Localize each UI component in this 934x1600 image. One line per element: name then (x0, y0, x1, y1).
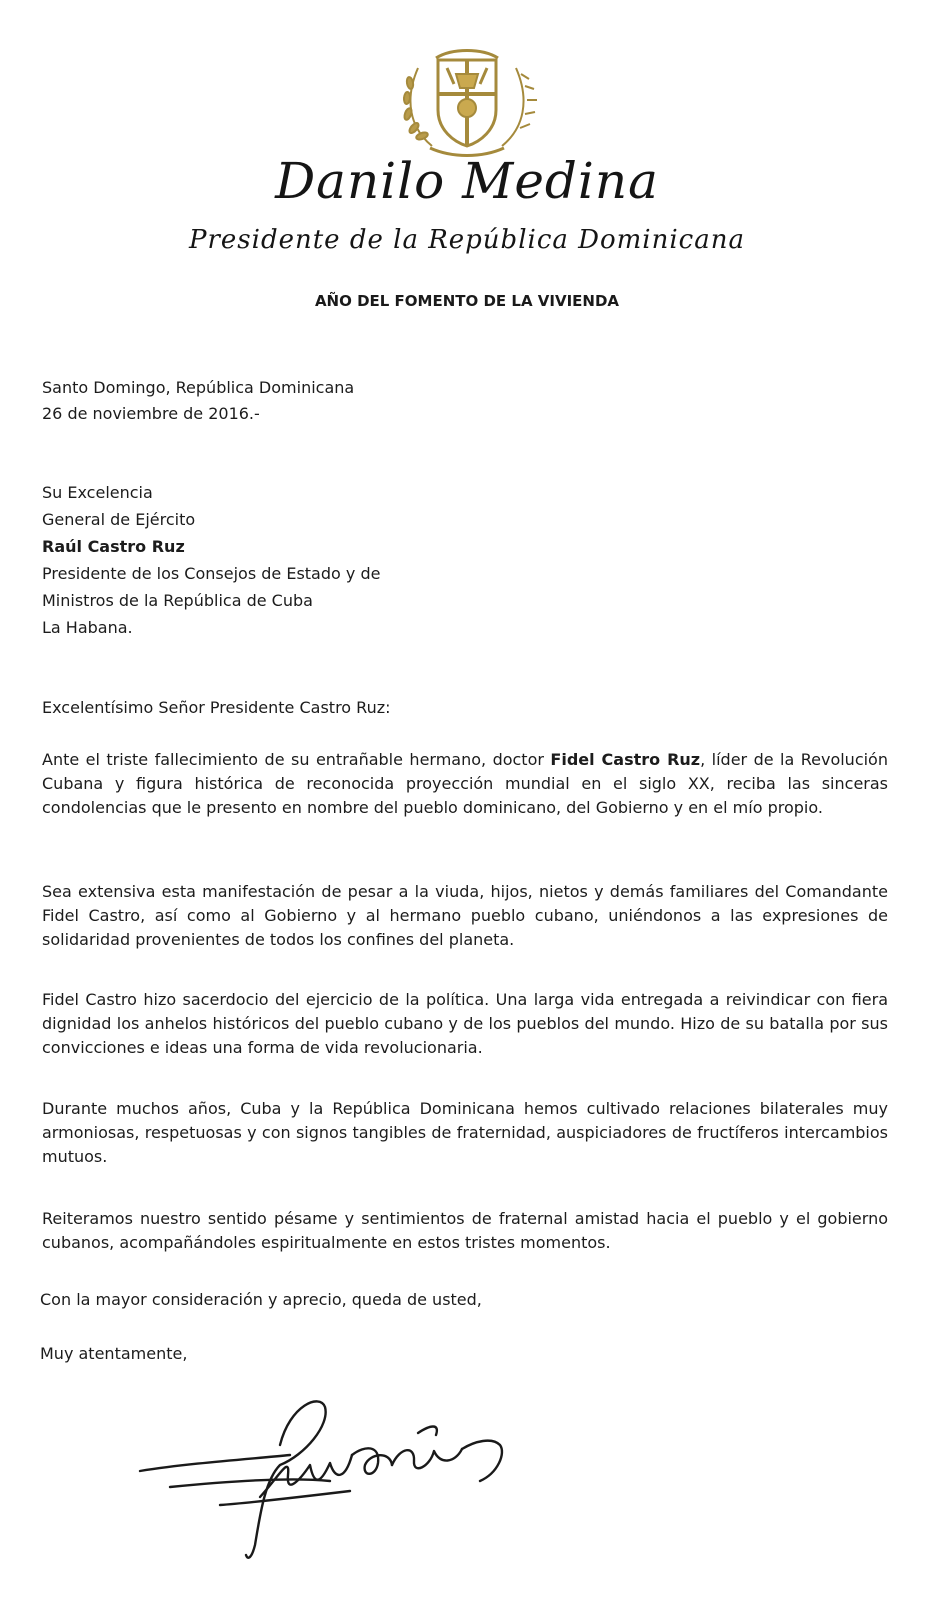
body-paragraph: Reiteramos nuestro sentido pésame y sentimientos de fraternal amistad hacia el pueblo y el gobierno cubanos, acompañándoles espiritualmente en estos tristes momentos. (42, 1209, 888, 1252)
recipient-city: La Habana. (42, 618, 133, 637)
body-text: Ante el triste fallecimiento de su entrañable hermano, doctor (42, 750, 551, 769)
recipient-line: Ministros de la República de Cuba (42, 591, 313, 610)
dateline-place: Santo Domingo, República Dominicana (42, 378, 355, 397)
closing-signoff: Muy atentamente, (40, 1344, 188, 1363)
salutation: Excelentísimo Señor Presidente Castro Ruz: (42, 698, 391, 717)
closing-line: Con la mayor consideración y aprecio, queda de usted, (40, 1290, 482, 1309)
body-paragraph: Fidel Castro hizo sacerdocio del ejercicio de la política. Una larga vida entregada a reivindicar con fiera dignidad los anhelos históricos del pueblo cubano y de los pueblos del mundo. Hizo de su batalla por sus convicciones e ideas una forma de vida revolucionaria. (42, 990, 888, 1057)
recipient-line: Su Excelencia (42, 483, 153, 502)
body-text: , líder de la Revolución Cubana y figura histórica de reconocida proyección mundial en el siglo XX, reciba las sinceras condolencias que le presento en nombre del pueblo dominicano, del Gobierno y en el mío propio. (42, 750, 888, 817)
dateline-date: 26 de noviembre de 2016.- (42, 404, 260, 423)
sender-name: Danilo Medina (275, 152, 659, 210)
recipient-line: General de Ejército (42, 510, 196, 529)
coat-of-arms-icon (392, 28, 542, 160)
recipient-name: Raúl Castro Ruz (42, 537, 185, 556)
body-paragraph (42, 748, 888, 820)
body-paragraph: Sea extensiva esta manifestación de pesar a la viuda, hijos, nietos y demás familiares del Comandante Fidel Castro, así como al Gobierno y al hermano pueblo cubano, uniéndonos a las expresiones de solidaridad provenientes de todos los confines del planeta. (42, 882, 888, 949)
year-motto: AÑO DEL FOMENTO DE LA VIVIENDA (314, 292, 620, 310)
sender-title: Presidente de la República Dominicana (188, 225, 745, 255)
body-paragraph: Durante muchos años, Cuba y la República Dominicana hemos cultivado relaciones bilaterales muy armoniosas, respetuosas y con signos tangibles de fraternidad, auspiciadores de fructíferos intercambios mutuos. (42, 1099, 888, 1166)
signature-icon (130, 1385, 510, 1565)
recipient-line: Presidente de los Consejos de Estado y de (42, 564, 381, 583)
highlighted-name: Fidel Castro Ruz (550, 750, 701, 769)
